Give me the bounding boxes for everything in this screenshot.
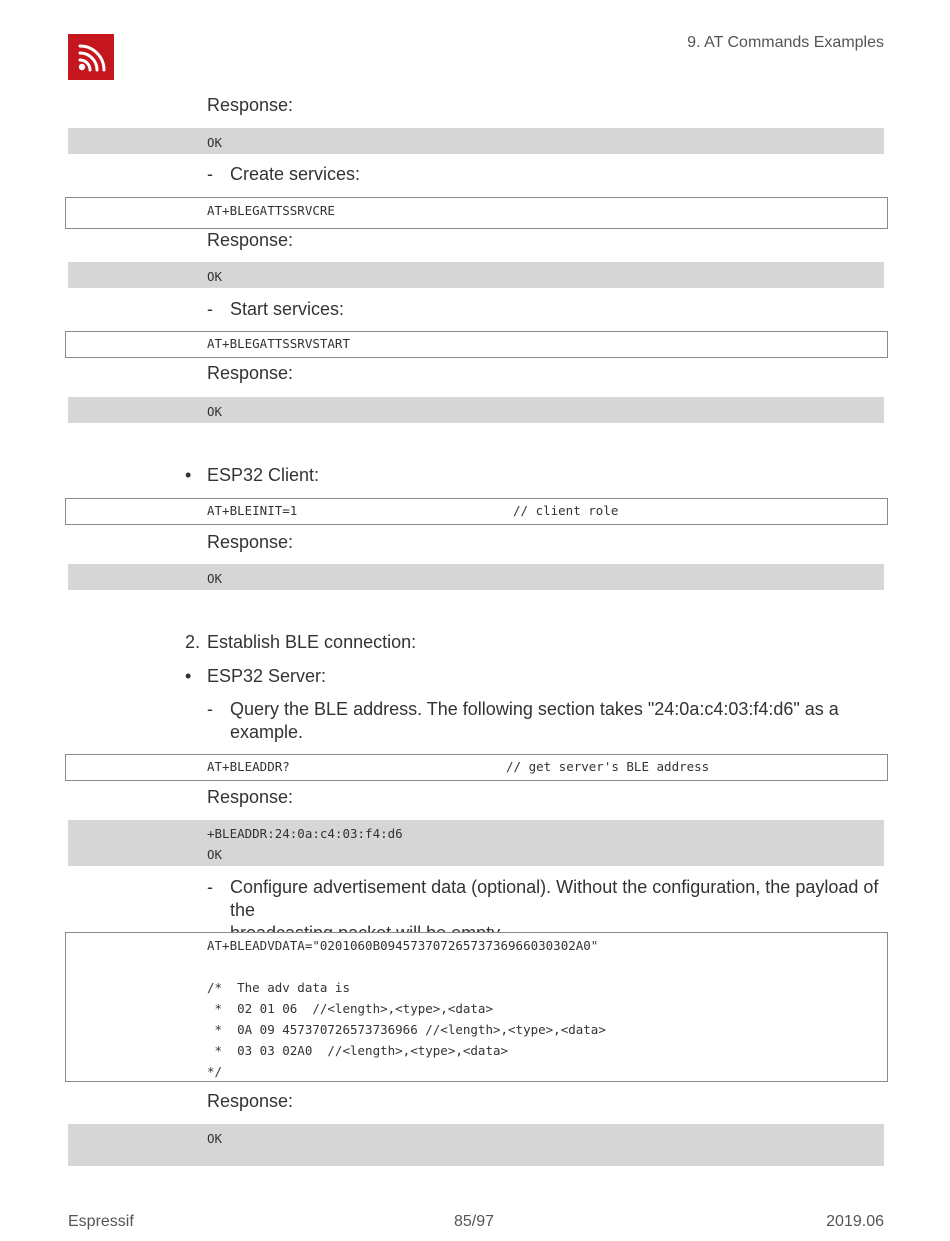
step-text: Create services:: [230, 164, 361, 184]
command-comment: // get server's BLE address: [506, 759, 710, 774]
command-text: AT+BLEGATTSSRVCRE: [207, 203, 335, 218]
response-text: OK: [207, 571, 223, 586]
command-block: [65, 331, 888, 358]
step-text: Start services:: [230, 299, 345, 319]
command-block: [65, 754, 888, 781]
bullet-marker: •: [185, 666, 192, 686]
response-label: Response:: [207, 95, 294, 115]
step-text-line1: Configure advertisement data (optional). Without the configuration, the payload of the: [230, 877, 879, 920]
response-block: [68, 820, 884, 866]
command-block: [65, 197, 888, 229]
response-block: [68, 397, 884, 423]
step-text-line2: example.: [230, 722, 304, 742]
establish-step: [185, 632, 416, 653]
response-block: [68, 564, 884, 590]
dash-marker: -: [207, 699, 213, 719]
response-block: [68, 262, 884, 288]
response-text: OK: [207, 269, 223, 284]
code-line: AT+BLEADVDATA="0201060B09457370726573736966030302A0": [207, 938, 599, 953]
section-title: 9. AT Commands Examples: [687, 34, 884, 51]
response-text: OK: [207, 1131, 223, 1146]
step-text-line1: Query the BLE address. The following section takes "24:0a:c4:03:f4:d6" as a: [230, 699, 839, 719]
code-line: * 03 03 02A0 //<length>,<type>,<data>: [207, 1043, 509, 1058]
start-services-step: [207, 299, 344, 320]
response-label: Response:: [207, 1091, 294, 1111]
command-text: AT+BLEGATTSSRVSTART: [207, 336, 350, 351]
response-block: [68, 128, 884, 154]
code-line: * 02 01 06 //<length>,<type>,<data>: [207, 1001, 493, 1016]
command-text: AT+BLEADDR?: [207, 759, 290, 774]
bullet-text: ESP32 Client:: [207, 465, 320, 485]
footer-company: Espressif: [68, 1213, 134, 1230]
response-text: OK: [207, 847, 223, 862]
espressif-logo-icon: [68, 34, 114, 80]
footer-page-number: 85/97: [454, 1213, 495, 1230]
esp32-server-bullet: [185, 666, 326, 687]
code-line: */: [207, 1064, 223, 1079]
response-label: Response:: [207, 787, 294, 807]
response-label: Response:: [207, 230, 294, 250]
step-number: 2.: [185, 632, 201, 652]
response-label: Response:: [207, 532, 294, 552]
dash-marker: -: [207, 877, 213, 897]
command-block: [65, 932, 888, 1082]
response-text: +BLEADDR:24:0a:c4:03:f4:d6: [207, 826, 403, 841]
step-text: Establish BLE connection:: [207, 632, 417, 652]
esp32-client-bullet: [185, 465, 319, 486]
response-block: [68, 1124, 884, 1166]
code-line: /* The adv data is: [207, 980, 350, 995]
response-text: OK: [207, 135, 223, 150]
bullet-text: ESP32 Server:: [207, 666, 327, 686]
code-line: * 0A 09 457370726573736966 //<length>,<type>,<data>: [207, 1022, 606, 1037]
response-text: OK: [207, 404, 223, 419]
response-label: Response:: [207, 363, 294, 383]
dash-marker: -: [207, 164, 213, 184]
create-services-step: [207, 164, 360, 185]
footer-date: 2019.06: [826, 1213, 884, 1230]
bullet-marker: •: [185, 465, 192, 485]
query-address-step: [207, 698, 887, 744]
command-text: AT+BLEINIT=1: [207, 503, 298, 518]
command-block: [65, 498, 888, 525]
dash-marker: -: [207, 299, 213, 319]
command-comment: // client role: [513, 503, 619, 518]
